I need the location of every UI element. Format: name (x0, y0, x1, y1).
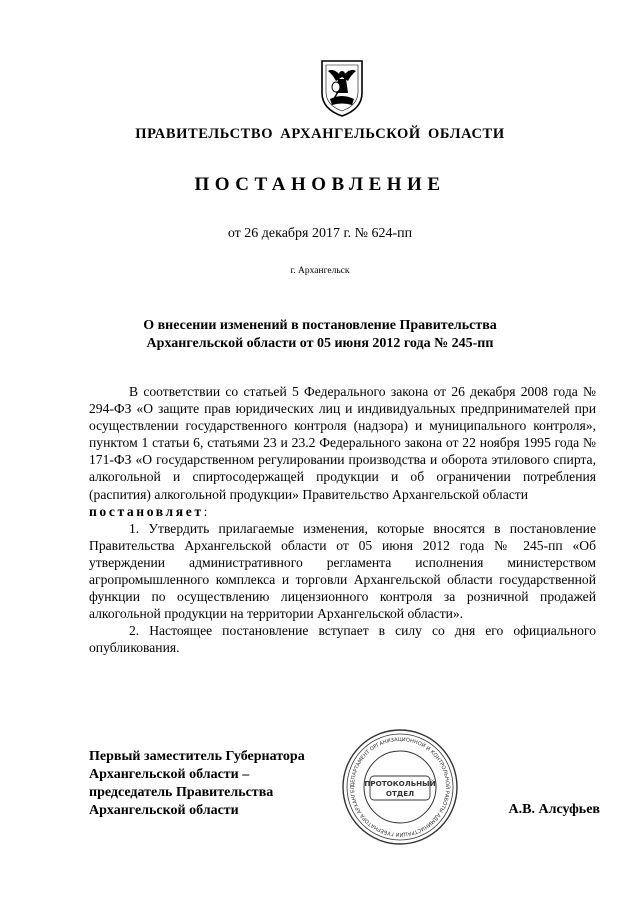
signatory-name: А.В. Алсуфьев (508, 802, 600, 817)
government-title: ПРАВИТЕЛЬСТВО АРХАНГЕЛЬСКОЙ ОБЛАСТИ (135, 126, 505, 142)
seal-center-line-1: ПРОТОКОЛЬНЫЙ (364, 779, 436, 788)
document-date-number: от 26 декабря 2017 г. № 624-пп (227, 226, 413, 241)
position-line-1: Первый заместитель Губернатора (89, 749, 305, 764)
coat-of-arms-icon (316, 55, 368, 119)
resolves-paragraph (89, 503, 596, 520)
official-seal-stamp (340, 727, 460, 847)
preamble-paragraph: В соответствии со статьей 5 Федерального закона от 26 декабря 2008 года № 294-ФЗ «О защите прав юридических лиц и индивидуальных предпринимателей при осуществлении государственного контроля (надзора) и муниципального контроля», пунктом 1 статьи 6, статьями 23 и 23.2 Федерального закона от 22 ноября 1995 года № 171-ФЗ «О государственном регулировании производства и оборота этилового спирта, алкогольной и спиртосодержащей продукции и об ограничении потребления (распития) алкогольной продукции» Правительство Архангельской области (89, 384, 596, 502)
seal-ring-text: ДЕПАРТАМЕНТ ОРГАНИЗАЦИОННОЙ И КОНТРОЛЬНОЙ РАБОТЫ АДМИНИСТРАЦИИ ГУБЕРНАТОРА АРХАНГЕЛ (349, 736, 451, 838)
resolves-colon: : (203, 503, 208, 519)
resolves-word: постановляет (89, 503, 204, 519)
document-subject (100, 317, 540, 353)
subject-line-1: О внесении изменений в постановление Правительства (143, 318, 497, 333)
position-line-3: председатель Правительства (89, 785, 274, 800)
signatory-position (89, 748, 369, 820)
position-line-2: Архангельской области – (89, 767, 250, 782)
subject-line-2: Архангельской области от 05 июня 2012 года № 245-пп (146, 336, 494, 351)
document-type: ПОСТАНОВЛЕНИЕ (194, 174, 446, 195)
item-1-paragraph: 1. Утвердить прилагаемые изменения, которые вносятся в постановление Правительства Архангельской области от 05 июня 2012 года № 245-пп «Об утверждении административного регламента исполнения министерством агропромышленного комплекса и торговли Архангельской области государственной функции по осуществлению лицензионного контроля за розничной продажей алкогольной продукции на территории Архангельской области». (89, 520, 596, 622)
document-city: г. Архангельск (290, 266, 350, 276)
document-body (89, 383, 596, 657)
item-2-paragraph: 2. Настоящее постановление вступает в силу со дня его официального опубликования. (89, 623, 596, 656)
seal-center-line-2: ОТДЕЛ (385, 789, 415, 798)
position-line-4: Архангельской области (89, 803, 239, 818)
